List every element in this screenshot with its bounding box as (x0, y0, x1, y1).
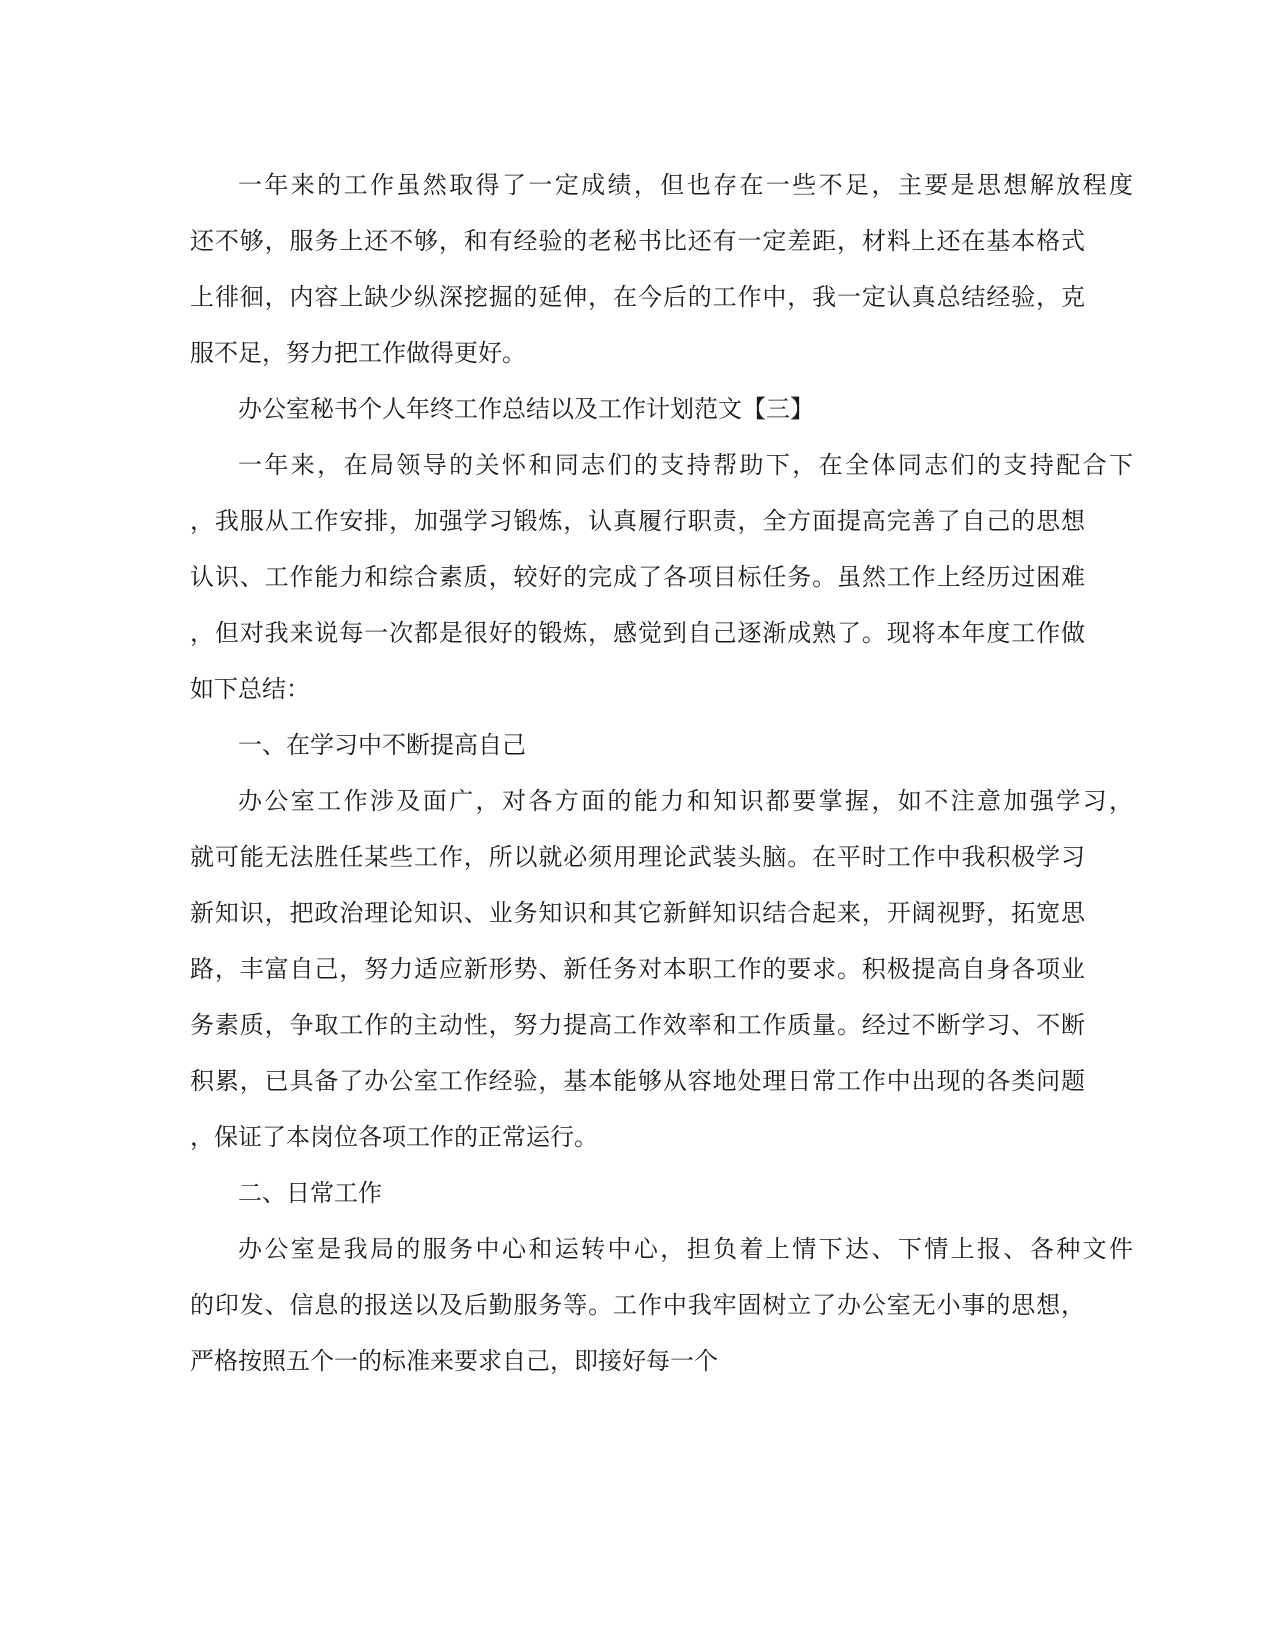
section-heading: 二、日常工作 (238, 1179, 382, 1207)
paragraph-line: 还不够，服务上还不够，和有经验的老秘书比还有一定差距，材料上还在基本格式 (190, 227, 1085, 255)
paragraph-line: 新知识，把政治理论知识、业务知识和其它新鲜知识结合起来，开阔视野，拓宽思 (190, 899, 1085, 927)
paragraph-line: 就可能无法胜任某些工作，所以就必须用理论武装头脑。在平时工作中我积极学习 (190, 843, 1085, 871)
paragraph-line: 如下总结： (190, 675, 310, 703)
paragraph-line: ，保证了本岗位各项工作的正常运行。 (190, 1123, 598, 1151)
paragraph-line: 路，丰富自己，努力适应新形势、新任务对本职工作的要求。积极提高自身各项业 (190, 955, 1085, 983)
paragraph-line: 务素质，争取工作的主动性，努力提高工作效率和工作质量。经过不断学习、不断 (190, 1011, 1085, 1039)
paragraph-line: 积累，已具备了办公室工作经验，基本能够从容地处理日常工作中出现的各类问题 (190, 1067, 1085, 1095)
paragraph-line: 办公室是我局的服务中心和运转中心，担负着上情下达、下情上报、各种文件 (238, 1235, 1133, 1263)
paragraph-line: 一年来的工作虽然取得了一定成绩，但也存在一些不足，主要是思想解放程度 (238, 171, 1133, 199)
paragraph-line: ，但对我来说每一次都是很好的锻炼，感觉到自己逐渐成熟了。现将本年度工作做 (190, 619, 1085, 647)
paragraph-line: 的印发、信息的报送以及后勤服务等。工作中我牢固树立了办公室无小事的思想， (190, 1291, 1085, 1319)
section-title: 办公室秘书个人年终工作总结以及工作计划范文【三】 (238, 395, 814, 423)
paragraph-line: 认识、工作能力和综合素质，较好的完成了各项目标任务。虽然工作上经历过困难 (190, 563, 1085, 591)
section-heading: 一、在学习中不断提高自己 (238, 731, 526, 759)
paragraph-line: 一年来，在局领导的关怀和同志们的支持帮助下，在全体同志们的支持配合下 (238, 451, 1133, 479)
paragraph-line: 办公室工作涉及面广，对各方面的能力和知识都要掌握，如不注意加强学习， (238, 787, 1133, 815)
paragraph-line: ，我服从工作安排，加强学习锻炼，认真履行职责，全方面提高完善了自己的思想 (190, 507, 1085, 535)
paragraph-line: 上徘徊，内容上缺少纵深挖掘的延伸，在今后的工作中，我一定认真总结经验，克 (190, 283, 1085, 311)
paragraph-line: 服不足，努力把工作做得更好。 (190, 339, 526, 367)
paragraph-line: 严格按照五个一的标准来要求自己，即接好每一个 (190, 1347, 718, 1375)
